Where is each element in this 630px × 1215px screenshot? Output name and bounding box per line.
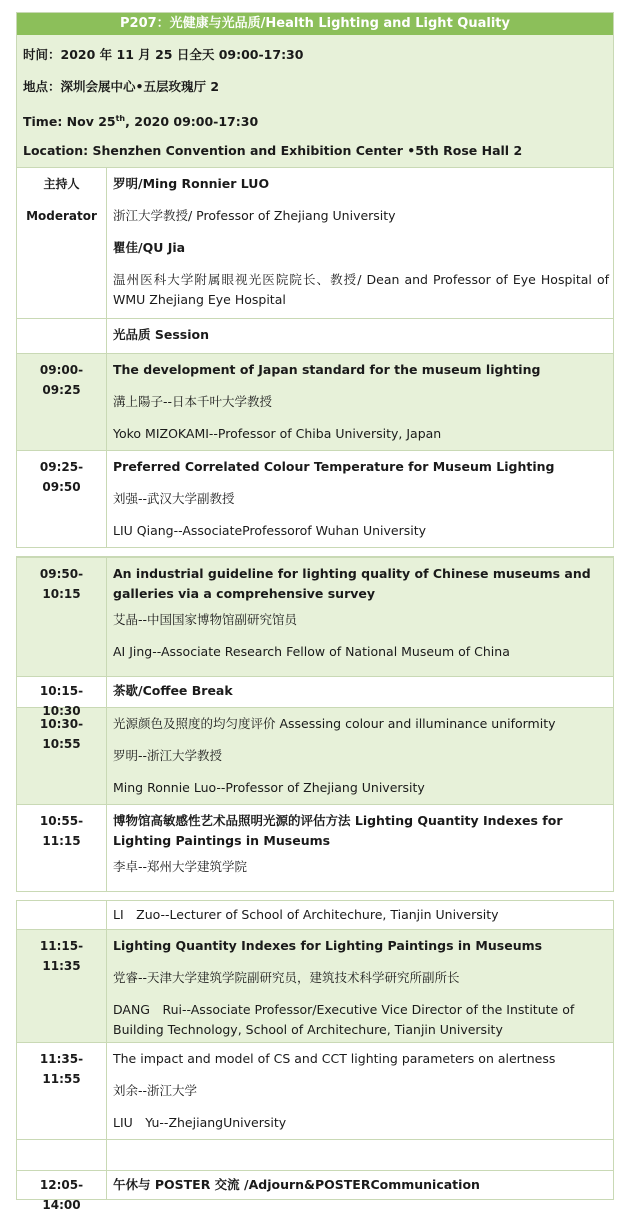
talk-row: [17, 929, 613, 1042]
talk-row: [17, 804, 613, 891]
session-label: 光品质 Session: [113, 327, 209, 342]
talk-time: 10:55-11:15: [39, 814, 84, 848]
break-time: 10:15-10:30: [39, 684, 84, 718]
talk-title: Preferred Correlated Colour Temperature for Museum Lighting: [113, 459, 555, 474]
empty-row: [17, 1139, 613, 1170]
talk-row: [17, 707, 613, 804]
break-row: [17, 676, 613, 718]
time-en-sup: th: [115, 114, 126, 123]
speaker-cn: 李卓--郑州大学建筑学院: [113, 859, 248, 874]
talk-title: Lighting Quantity Indexes for Lighting Paintings in Museums: [113, 938, 543, 953]
talk-time: 11:15-11:35: [39, 939, 84, 973]
lunch-row: [17, 1170, 613, 1212]
talk-title: 博物馆高敏感性艺术品照明光源的评估方法 Lighting Quantity Indexes for Lighting Paintings in Museums: [113, 813, 563, 848]
moderator-label-cn: 主持人: [43, 177, 80, 191]
speaker-en: LIU Qiang--AssociateProfessorof Wuhan University: [113, 523, 427, 538]
talk-row: [17, 450, 613, 547]
session-info: [17, 35, 613, 167]
moderator-2-title: 温州医科大学附属眼视光医院院长、教授/ Dean and Professor of Eye Hospital of WMU Zhejiang Eye Hospital: [113, 272, 609, 307]
moderator-content: [107, 168, 613, 318]
talk-time: 09:25-09:50: [39, 460, 84, 494]
speaker-en: Yoko MIZOKAMI--Professor of Chiba University, Japan: [113, 426, 442, 441]
lunch-title: 午休与 POSTER 交流 /Adjourn&POSTERCommunication: [113, 1177, 480, 1192]
talk-row: [17, 353, 613, 450]
moderator-label: [17, 168, 107, 318]
speaker-en: LIU Yu--ZhejiangUniversity: [113, 1115, 287, 1130]
speaker-cn: 罗明--浙江大学教授: [113, 748, 223, 763]
moderator-row: [17, 167, 613, 318]
schedule-table-2: [16, 556, 614, 892]
speaker-cn: 溝上陽子--日本千叶大学教授: [113, 394, 273, 409]
session-label-row: [17, 318, 613, 353]
talk-title: The impact and model of CS and CCT lighting parameters on alertness: [113, 1051, 556, 1066]
speaker-cn: 刘余--浙江大学: [113, 1083, 198, 1098]
talk-row: [17, 558, 613, 676]
schedule-table-1: [16, 12, 614, 548]
speaker-en: DANG Rui--Associate Professor/Executive Vice Director of the Institute of Building Technology, School of Architechure, Tianjin University: [113, 1002, 575, 1037]
talk-title: The development of Japan standard for the museum lighting: [113, 362, 541, 377]
time-en: [23, 103, 607, 135]
moderator-1-title: 浙江大学教授/ Professor of Zhejiang University: [113, 208, 396, 223]
time-cn: 时间：2020 年 11 月 25 日全天 09:00-17:30: [23, 47, 304, 62]
talk-time: 09:00-09:25: [39, 363, 84, 397]
speaker-cn: 党睿--天津大学建筑学院副研究员，建筑技术科学研究所副所长: [113, 970, 460, 985]
venue-cn: 地点：深圳会展中心•五层玫瑰厅 2: [23, 79, 220, 94]
talk-row: [17, 1042, 613, 1139]
moderator-2-name: 瞿佳/QU Jia: [113, 240, 186, 255]
speaker-en: AI Jing--Associate Research Fellow of National Museum of China: [113, 644, 510, 659]
location-en: Location: Shenzhen Convention and Exhibition Center •5th Rose Hall 2: [23, 143, 523, 158]
break-title: 茶歇/Coffee Break: [113, 683, 233, 698]
moderator-label-en: Moderator: [26, 209, 97, 223]
time-en-prefix: Time: Nov 25: [23, 114, 116, 130]
speaker-cn: 艾晶--中国国家博物馆副研究馆员: [113, 612, 298, 627]
schedule-table-3: [16, 900, 614, 1212]
continuation-row: [17, 901, 613, 929]
moderator-1-name: 罗明/Ming Ronnier LUO: [113, 176, 270, 191]
talk-time: 10:30-10:55: [39, 717, 84, 751]
speaker-cn: 刘强--武汉大学副教授: [113, 491, 235, 506]
talk-title: An industrial guideline for lighting quality of Chinese museums and galleries via a comprehensive survey: [113, 566, 591, 601]
talk-time: 09:50-10:15: [39, 567, 84, 601]
lunch-time: 12:05-14:00: [39, 1178, 84, 1212]
session-title: P207：光健康与光品质/Health Lighting and Light Quality: [17, 13, 613, 35]
speaker-en: Ming Ronnie Luo--Professor of Zhejiang University: [113, 780, 425, 795]
talk-title: 光源颜色及照度的均匀度评价 Assessing colour and illuminance uniformity: [113, 716, 556, 731]
talk-time: 11:35-11:55: [39, 1052, 84, 1086]
speaker-en: LI Zuo--Lecturer of School of Architechure, Tianjin University: [113, 907, 499, 922]
time-en-suffix: , 2020 09:00-17:30: [125, 114, 259, 130]
